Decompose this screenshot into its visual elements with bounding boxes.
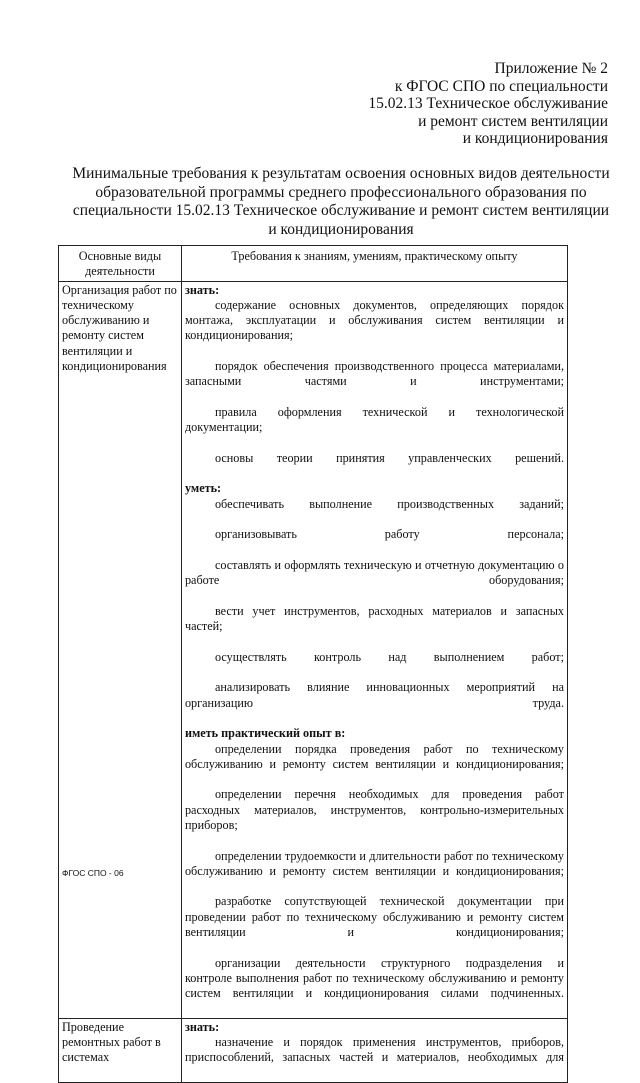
table-row: [59, 1018, 568, 1082]
requirement-item: анализировать влияние инновационных мероприятий на организацию труда.: [184, 680, 564, 710]
requirement-item: определении трудоемкости и длительности работ по техническому обслуживанию и ремонту систем вентиляции и кондиционирования;: [184, 848, 564, 878]
table-body: [59, 281, 568, 1082]
column-header-requirements: Требования к знаниям, умениям, практическому опыту: [181, 246, 567, 282]
section-label: знать:: [184, 282, 220, 297]
section-label: уметь:: [184, 481, 222, 496]
requirement-item: обеспечивать выполнение производственных заданий;: [214, 496, 564, 511]
requirement-item: определении порядка проведения работ по техническому обслуживанию и ремонту систем вентиляции и кондиционирования;: [184, 741, 564, 771]
appendix-line: и кондиционирования: [462, 130, 608, 147]
requirements-cell: [181, 1018, 567, 1082]
document-title: [60, 165, 622, 239]
requirements-cell: [181, 281, 567, 1018]
requirement-item: осуществлять контроль над выполнением работ;: [214, 649, 564, 664]
requirement-item: разработке сопутствующей технической документации при проведении работ по техническому обслуживанию и ремонту систем вентиляции и кондиционирования;: [184, 894, 564, 940]
title-line: образовательной программы среднего профессионального образования по: [95, 183, 587, 201]
requirement-item: назначение и порядок применения инструментов, приборов, приспособлений, запасных частей и материалов, необходимых для: [184, 1035, 564, 1065]
appendix-line: и ремонт систем вентиляции: [418, 112, 608, 130]
footer-code: ФГОС СПО - 06: [62, 868, 124, 878]
section-label: знать:: [184, 1019, 220, 1034]
requirement-item: составлять и оформлять техническую и отчетную документацию о работе оборудования;: [184, 557, 564, 588]
appendix-line: к ФГОС СПО по специальности: [394, 77, 608, 95]
requirement-item: порядок обеспечения производственного процесса материалами, запасными частями и инструментами;: [184, 359, 564, 389]
requirements-table: [58, 245, 568, 1083]
appendix-line: Приложение № 2: [494, 60, 608, 77]
activity-cell: Организация работ по техническому обслуживанию и ремонту систем вентиляции и кондиционирования: [59, 281, 182, 1018]
table-row: [59, 281, 568, 1018]
appendix-header: [368, 60, 608, 148]
requirement-item: основы теории принятия управленческих решений.: [214, 450, 564, 465]
requirement-item: правила оформления технической и технологической документации;: [184, 404, 564, 435]
requirement-item: организации деятельности структурного подразделения и контроле выполнения работ по техническому обслуживанию и ремонту систем вентиляции и кондиционирования силами подчиненных.: [184, 955, 564, 1001]
column-header-activities: Основные виды деятельности: [59, 246, 182, 282]
activity-cell: Проведение ремонтных работ в системах: [59, 1018, 182, 1082]
title-line: Минимальные требования к результатам освоения основных видов деятельности: [72, 165, 610, 182]
requirement-item: определении перечня необходимых для проведения работ расходных материалов, инструментов, контрольно-измерительных приборов;: [184, 787, 564, 832]
title-line: и кондиционирования: [268, 220, 414, 238]
requirement-item: организовывать работу персонала;: [214, 527, 564, 542]
appendix-line: 15.02.13 Техническое обслуживание: [368, 95, 608, 112]
title-line: специальности 15.02.13 Техническое обслуживание и ремонт систем вентиляции: [72, 202, 610, 219]
section-label: иметь практический опыт в:: [184, 726, 346, 741]
requirement-item: вести учет инструментов, расходных материалов и запасных частей;: [184, 603, 564, 634]
table-header-row: [59, 246, 568, 282]
requirement-item: содержание основных документов, определяющих порядок монтажа, эксплуатации и обслуживания систем вентиляции и кондиционирования;: [184, 297, 564, 343]
